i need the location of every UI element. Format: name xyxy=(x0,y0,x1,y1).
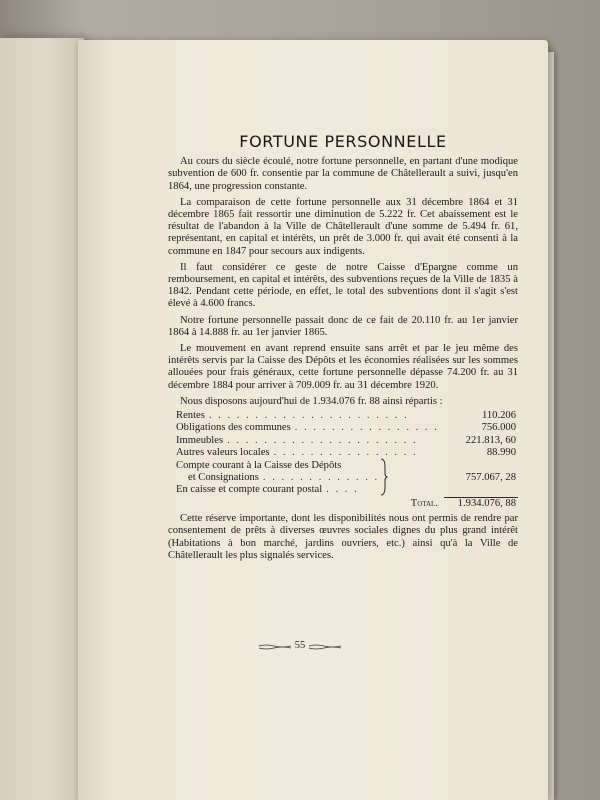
paragraph-5: Le mouvement en avant reprend ensuite sans arrêt et par le jeu même des intérêts servis par la Caisse des Dépôts et les économies réalisées sur les sommes allouées pour frais généraux, cette fortune personnelle dépasse 74.200 fr. au 31 décembre 1884 pour arriver à 709.009 fr. au 31 décembre 1920. xyxy=(168,343,518,391)
holding-label: Rentes xyxy=(176,410,205,422)
holding-amount: 757.067, 28 xyxy=(465,472,516,484)
paragraph-3: Il faut considérer ce geste de notre Caisse d'Epargne comme un remboursement, en capital et intérêts, des subventions reçues de la Ville de 1835 à 1842. Pendant cette période, en effet, le total des subventions dont il s'agit s'est élevé à 4.600 francs. xyxy=(168,261,518,310)
right-ornament-icon xyxy=(308,644,342,650)
holding-row xyxy=(176,484,518,496)
total-row xyxy=(176,497,518,509)
holding-amount: 756.000 xyxy=(481,422,516,434)
holding-row xyxy=(176,447,518,459)
page-number: 55 xyxy=(294,640,306,651)
holding-label: Compte courant à la Caisse des Dépôts xyxy=(176,459,342,471)
leader-dots: . . . . xyxy=(326,484,359,496)
holding-row xyxy=(176,435,518,447)
holding-amount: 88.990 xyxy=(486,447,516,459)
holding-label: En caisse et compte courant postal xyxy=(176,484,323,496)
holding-amount: 221.813, 60 xyxy=(465,434,516,446)
holding-label: et Consignations xyxy=(188,472,259,484)
paragraph-1: Au cours du siècle écoulé, notre fortune personnelle, en partant d'une modique subvention de 600 fr. consentie par la commune de Châtellerault a suivi, jusqu'en 1864, une progression constante. xyxy=(168,156,518,192)
leader-dots: . . . . . . . . . . . . . . . . . . . . . xyxy=(227,434,418,446)
left-page xyxy=(0,38,84,800)
leader-dots: . . . . . . . . . . . . . . xyxy=(262,472,389,484)
holding-row xyxy=(176,472,518,484)
paragraph-2: La comparaison de cette fortune personnelle aux 31 décembre 1864 et 31 décembre 1865 fait ressortir une diminution de 5.222 fr. Cet abaissement est le résultat de l'abandon à la Ville de Châtellerault d'une somme de 5.494 fr. 61, représentant, en capital et intérêts, un prêt de 3.000 fr. qui avait été consenti à la commune en 1847 pour secours aux indigents. xyxy=(168,196,518,257)
holding-label: Obligations des communes xyxy=(176,422,291,434)
holding-label: Immeubles xyxy=(176,434,224,446)
holding-row xyxy=(176,460,518,472)
leader-dots: . . . . . . . . . . . . . . . . xyxy=(273,447,418,459)
leader-dots: . . . . . . . . . . . . . . . . xyxy=(294,422,439,434)
holding-row xyxy=(176,410,518,422)
total-amount: 1.934.076, 88 xyxy=(444,497,518,510)
page-content xyxy=(168,132,518,566)
holding-row xyxy=(176,422,518,434)
leader-dots: . . . . . . . . . . . . . . . . . . . . . . xyxy=(208,410,409,422)
holdings-intro: Nous disposons aujourd'hui de 1.934.076 fr. 88 ainsi répartis : xyxy=(180,395,443,407)
closing-paragraph: Cette réserve importante, dont les disponibilités nous ont permis de rendre par consentement de prêts à diverses œuvres sociales dignes du plus grand intérêt (Habitations à bon marché, jardins ouvriers, etc.) ainsi qu'à la Ville de Châtellerault les plus signalés services. xyxy=(168,513,518,561)
holdings-list xyxy=(176,410,518,509)
holding-label: Autres valeurs locales xyxy=(176,447,270,459)
total-label: Total. xyxy=(410,497,438,509)
paragraph-4: Notre fortune personnelle passait donc de ce fait de 20.110 fr. au 1er janvier 1864 à 14.888 fr. au 1er janvier 1865. xyxy=(168,314,518,338)
page-title: FORTUNE PERSONNELLE xyxy=(239,132,447,151)
holding-amount: 110.206 xyxy=(481,410,516,422)
